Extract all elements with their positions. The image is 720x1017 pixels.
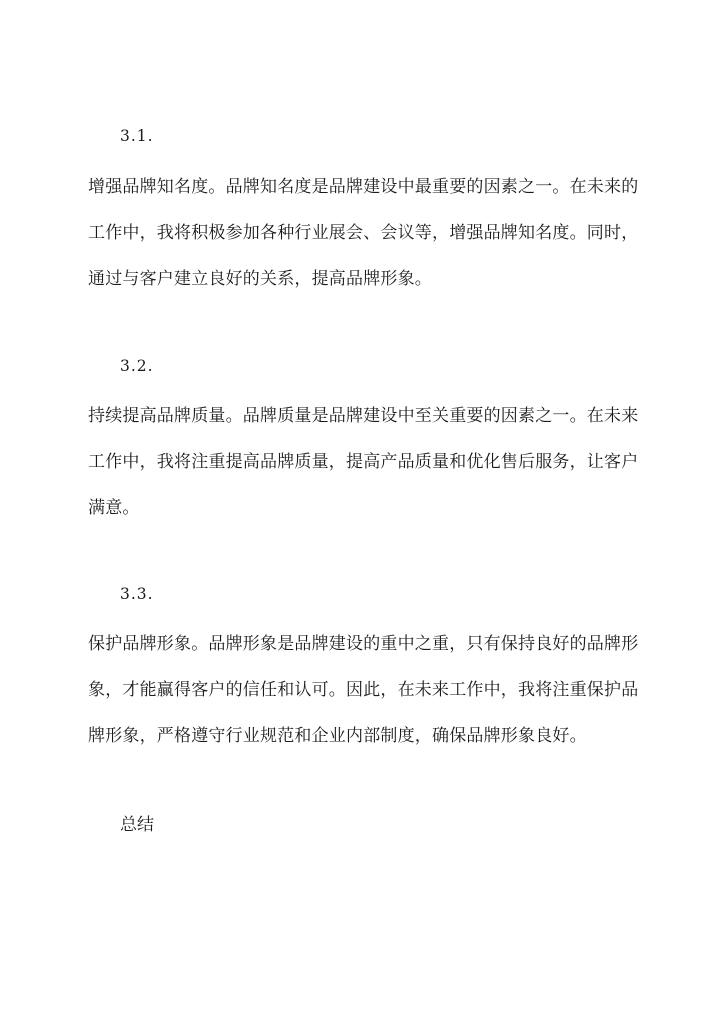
paragraph-line: 象，才能赢得客户的信任和认可。因此，在未来工作中，我将注重保护品 [88,680,639,700]
paragraph-line: 保护品牌形象。品牌形象是品牌建设的重中之重，只有保持良好的品牌形 [88,634,639,654]
section-heading-3-2: 3.2. [120,357,154,375]
paragraph-line: 增强品牌知名度。品牌知名度是品牌建设中最重要的因素之一。在未来的 [88,177,639,197]
paragraph-line: 满意。 [88,498,140,518]
paragraph-line: 牌形象，严格遵守行业规范和企业内部制度，确保品牌形象良好。 [88,726,587,746]
summary-heading: 总结 [120,815,154,835]
paragraph-line: 工作中，我将积极参加各种行业展会、会议等，增强品牌知名度。同时， [88,223,639,243]
paragraph-line: 持续提高品牌质量。品牌质量是品牌建设中至关重要的因素之一。在未来 [88,406,639,426]
section-heading-3-1: 3.1. [120,127,154,145]
paragraph-line: 工作中，我将注重提高品牌质量，提高产品质量和优化售后服务，让客户 [88,452,639,472]
paragraph-line: 通过与客户建立良好的关系，提高品牌形象。 [88,269,432,289]
section-heading-3-3: 3.3. [120,585,154,603]
